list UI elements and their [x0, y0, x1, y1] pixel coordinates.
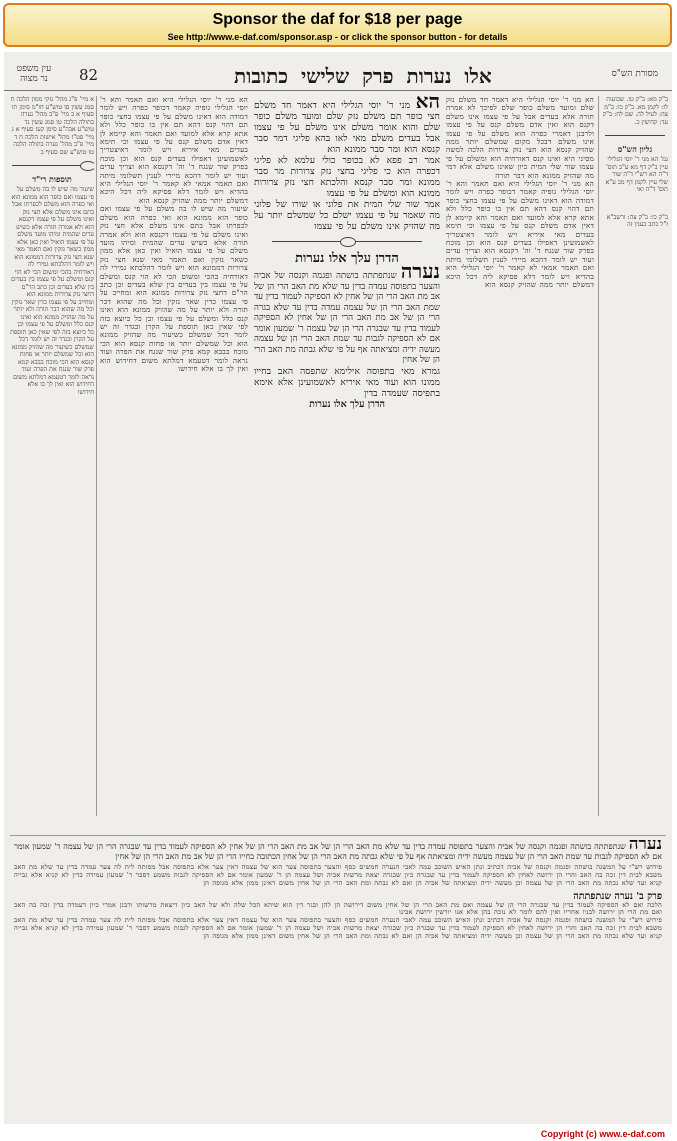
gemara-column: [254, 96, 440, 831]
ornament-divider: [272, 236, 422, 246]
gemara-opening-word: הא: [415, 96, 440, 113]
tosafot-text-cont: שיעור מה שיש לו בה משלם על פי עצמו ואם כופר הוא ממונא הוא ואי כפרה הוא משלם לכפרתו אבל בתם אינו משלם אלא חצי נזק ואינו משלם על פי עצמו דקנסא הוא ולא אמרה תורה אלא כשיש עדים שהמית ומיהו מועד משלם על פי עצמו הואיל ואין כאן אלא ממון כשאר נזקין ואם תאמר מאי שנא חצי נזק צרורות דממונא הוא ויש לומר דהלכתא גמירי לה דאורחיה בהכי ומשום הכי לא הוי קנס ומשלם על פי עצמו בין בעדים בין שלא בעדים וכן כתב הר"ם דחצי נזק צרורות ממונא הוא ומחייב על פי עצמו כדין שאר נזקין וכל מה שהוא דבר תורה ולא יותר על מה שהזיק ממונא הוא ואינו קנס כלל ומשלם על פי עצמו וכן כל כיוצא בזה לפי שאין כאן תוספת על הקרן ובגדר זה יש לומר דכל שמשלם כשיעור מה שהזיק ממונא הוא וכל שמשלם יותר או פחות קנסא הוא הכי מוכח בבבא קמא פרק שור שנגח את הפרה ועוד נראה לומר דטעמא דמלתא משום דחידוש הוא ואין לך בו אלא חידושו: [100, 204, 248, 373]
bottom-commentary: פירוש רש"י על המשנה בושתה ופגמה וקנסה של אביה דכתיב ונתן האיש השוכב עמה לאבי הנערה חמשים כסף והצער בתפוסה צער הוא של עצמה דאין צער אלא בתפוסה אבל מפותה לית לה צער עמדה בדין עד שלא מת האב משבא לבית דין זכה בה האב והרי הן ירושה לאחין לא הספיקה לעמוד בדין עד שבגרה כיון שבגרה יצאת מרשות אביה ושל עצמה הן ר' שמעון אומר אם לא הספיקה לגבות משמע דסבר ר' שמעון עמידה בדין לא קניא אלא גבייה קניא ועד שלא גבתה מת האב הרי הן של עצמה וכן מעשה ידיה ומציאתה של אביה הן ואם לא גבתה ומת האב הרי הן של אחין משום דאינן ממון אלא מגופה הן: [14, 863, 662, 887]
copyright-link[interactable]: Copyright (c) www.e-daf.com: [540, 1129, 665, 1139]
column-separator: [598, 96, 599, 816]
talmud-page: [4, 52, 672, 1124]
ornament-divider: [605, 130, 665, 140]
bottom-mishnah-text: שנתפתתה בושתה ופגמה וקנסה של אביה והצער בתפוסה עמדה בדין עד שלא מת האב הרי הן של אב מת האב הרי הן של אחין לא הספיקה לעמוד בדין עד שבגרה הרי הן של עצמה ר' שמעון אומר אם לא הספיקה לגבות עד שמת האב הרי הן של עצמה מעשה ידיה ומציאתה אף על פי שלא גבתה מת האב הרי הן של אחין הכתובה בחייו הרי הן של אב מת האב הרי הן של אחין: [14, 842, 662, 861]
gemara-paragraph: [254, 96, 440, 155]
ein-mishpat-text: א מיי' פ"ג מהל' נזקי ממון הלכה ח סמג עשין סו טוש"ע חו"מ סימן תו סעיף א ב מיי' פ"ב מהל' נערה בתולה הלכה טו סמג עשין נד טוש"ע אבה"ע סימן קעז סעיף א ג מיי' פט"ז מהל' אישות הלכה ח ד מיי' פ"ב מהל' נערה בתולה הלכה טז טוש"ע שם סעיף ב: [10, 96, 94, 156]
ornament-divider: [12, 160, 92, 170]
gemara-text-2: אמר רב פפא לא בכופר כולי עלמא לא פליגי דכפרה הוא כי פליגי בחצי נזק צרורות מר סבר ממונא ומר סבר קנסא והלכתא חצי נזק צרורות ממונא הוא ומשלם על פי עצמו: [254, 155, 440, 199]
gemara-text-1: מני ר' יוסי הגלילי היא דאמר חד משלם חצי כופר תם משלם נזק שלם ומועד משלם כופר שלם והוא אומר משלם אינו משלם על פי עצמו אבל בעדים משלם מאי לאו בהא פליגי דמר סבר קנסא הוא ומר סבר ממונא הוא: [254, 100, 440, 155]
tosafot-text: הא מני ר' יוסי הגלילי היא ואם תאמר והא ר' יוסי הגלילי גופיה קאמר דכופר כפרה ויש לומר דמודה הוא דאינו משלם על פי עצמו בחצי כופר תם דהוי קנס דהא תם אין בו כופר כלל ולא אתא קרא אלא למועד ואם תאמר והא קיימא לן דאין אדם משלם קנס על פי עצמו וכי תימא בעדים מאי איריא ויש לומר דאיצטריך לאשמועינן דאפילו בעדים קנס הוא וכן מוכח בפרק שור שנגח ד' וה' דקנסא הוא וצריך עדים ועוד יש לומר דהכא מיירי לענין תשלומי מיתה ואם תאמר אמאי לא קאמר ר' יוסי הגלילי היא בהדיא ויש לומר דלא פסיקא ליה דכל היכא דמשלם יותר ממה שהזיק קנסא הוא: [100, 96, 248, 205]
page-header: [4, 64, 672, 88]
bottom-commentary-2: הלכה ואם לא הספיקה לעמוד בדין עד שבגרה הרי הן של עצמה ואם מת האב הרי הן של אחין משום דירושה הן להן ובגר דין הוא שיהא הכל שלה ולא של האב כיון דיצאת מרשותו ורבנן אמרי כיון דעמדה בדין זכה בה האב ואם מת הרי הן ירושה לבניו אחריו ואין להם לומר לא נזכה בהן אלא אנו יורשין ירושת אבינו: [14, 900, 662, 917]
rashi-text: הא מני ר' יוסי הגלילי היא דאמר חד משלם נזק שלם ומועד משלם כופר שלם לפיכך לא אמרה תורה אלא בעדים אבל על פי עצמו אינו משלם דקנס הוא ואין אדם משלם קנס על פי עצמו ולרבנן דאמרי כפרה הוא משלם על פי עצמו אינו משלם דבכל מקום שמשלם יותר ממה שהזיק קנסא הוא חצי נזק צרורות הלכה למשה מסיני היא ואינו קנס דאורחיה הוא ומשלם על פי עצמו שור שלי המית כיון שאינו משלם אלא דמי מה שהזיק ממונא הוא דבר תורה: [446, 96, 594, 180]
tosafot-rid-heading: תוספות רי"ד: [32, 174, 72, 184]
page-title: אלו נערות פרק שלישי כתובות: [234, 64, 492, 88]
bottom-heading: פרק ב' נערה שנתפתתה: [573, 890, 662, 902]
page-number: 82: [79, 66, 99, 84]
right-margin-column: [602, 96, 668, 816]
bottom-opening-word: נערה: [628, 840, 662, 854]
bottom-commentary-3: פירוש רש"י על המשנה בושתה ופגמה וקנסה של אביה דכתיב ונתן האיש השוכב עמה לאבי הנערה חמשים כסף והצער בתפוסה צער הוא של עצמה דאין צער אלא בתפוסה אבל מפותה לית לה צער עמדה בדין עד שלא מת האב משבא לבית דין זכה בה האב והרי הן ירושה לאחין לא הספיקה לעמוד בדין עד שבגרה כיון שבגרה יצאת מרשות אביה ושל עצמה הן ר' שמעון אומר אם לא הספיקה לגבות משמע דסבר ר' שמעון עמידה בדין לא קניא אלא גבייה קניא ועד שלא גבתה מת האב הרי הן של עצמה וכן מעשה ידיה ומציאתה של אביה הן ואם לא גבתה ומת האב הרי הן של אחין משום דאינן ממון אלא מגופה הן: [14, 916, 662, 940]
gemara-text-4: גמרא מאי בתפוסה אילימא שתפסה האב בחייו ממונו הוא ועוד מאי איריא לאשמועינן אלא אימא בתפיסה שעמדה בדין: [254, 365, 440, 399]
hadran-heading: הדרן עלך אלו נערות: [295, 251, 399, 266]
mishnah-text: שנתפתתה בושתה ופגמה וקנסה של אביה והצער בתפוסה עמדה בדין עד שלא מת האב הרי הן של אב מת האב הרי הן של אחין לא הספיקה לעמוד בדין עד שמת האב הרי הן של עצמה עמדה בדין עד שלא בגרה הרי הן של אב מת האב הרי הן של אחין לא הספיקה לעמוד בדין עד שבגרה הרי הן של עצמה ר' שמעון אומר אם לא הספיקה לגבות עד שמת האב הרי הן של עצמה מעשה ידיה ומציאתה אף על פי שלא גבתה מת האב הרי הן של אחין: [254, 271, 440, 365]
margin-note: ב"ק כו: ב"ק צה: ורשב"א ז"ל כתב בענין זה: [606, 213, 668, 228]
bottom-mishnah: [14, 840, 662, 861]
bottom-section: [14, 840, 662, 1118]
tosafot-column: [100, 96, 248, 831]
gilyon-heading: גליון הש"ס: [617, 144, 653, 154]
sponsor-subtitle: See http://www.e-daf.com/sponsor.asp - or click the sponsor button - for details: [167, 32, 508, 42]
masoret-text: ב"ק מא: ב"ק טו. שבועות לז: לקמן מא. ב"ק כו: ב"מ צה: לעיל לה. שם לח: ב"ק עד: קדושין כ.: [602, 96, 668, 126]
gemara-text-3: אמר שור שלי המית את פלוני או שורו של פלוני מה שאמר על פי עצמו ישלם כל שמשלם יותר על מה שהזיק אינו משלם על פי עצמו: [254, 199, 440, 232]
sponsor-title[interactable]: Sponsor the daf for $18 per page: [212, 11, 463, 28]
masoret-label: מסורת הש"ס: [611, 69, 658, 79]
header-rule: [4, 90, 672, 91]
mishnah-paragraph: [254, 259, 440, 366]
mishnah-opening-word: נערה: [400, 259, 440, 283]
rashi-column: [446, 96, 594, 831]
gilyon-text: גמ' הא מני ר' יוסי הגלילי עיין ב"ק דף מא ע"ב תוס' ד"ה הא רש"י ד"ה שור שלי עיין לקמן דף מב ע"א תוס' ד"ה ואי: [605, 156, 668, 193]
rashi-text-cont: הא מני ר' יוסי הגלילי היא ואם תאמר והא ר' יוסי הגלילי גופיה קאמר דכופר כפרה ויש לומר דמודה הוא דאינו משלם על פי עצמו בחצי כופר תם דהוי קנס דהא תם אין בו כופר כלל ולא אתא קרא אלא למועד ואם תאמר והא קיימא לן דאין אדם משלם קנס על פי עצמו וכי תימא בעדים מאי איריא ויש לומר דאיצטריך לאשמועינן דאפילו בעדים קנס הוא וכן מוכח בפרק שור שנגח ד' וה' דקנסא הוא וצריך עדים ועוד יש לומר דהכא מיירי לענין תשלומי מיתה ואם תאמר אמאי לא קאמר ר' יוסי הגלילי היא בהדיא ויש לומר דלא פסיקא ליה דכל היכא דמשלם יותר ממה שהזיק קנסא הוא: [446, 179, 594, 289]
tosafot-rid-text: שיעור מה שיש לו בה משלם על פי עצמו ואם כופר הוא ממונא הוא ואי כפרה הוא משלם לכפרתו אבל בתם אינו משלם אלא חצי נזק ואינו משלם על פי עצמו דקנסא הוא ולא אמרה תורה אלא כשיש עדים שהמית ומיהו מועד משלם על פי עצמו הואיל ואין כאן אלא ממון כשאר נזקין ואם תאמר מאי שנא חצי נזק צרורות דממונא הוא ויש לומר דהלכתא גמירי לה דאורחיה בהכי ומשום הכי לא הוי קנס ומשלם על פי עצמו בין בעדים בין שלא בעדים וכן כתב הר"ם דחצי נזק צרורות ממונא הוא ומחייב על פי עצמו כדין שאר נזקין וכל מה שהוא דבר תורה ולא יותר על מה שהזיק ממונא הוא ואינו קנס כלל ומשלם על פי עצמו וכן כל כיוצא בזה לפי שאין כאן תוספת על הקרן ובגדר זה יש לומר דכל שמשלם כשיעור מה שהזיק ממונא הוא וכל שמשלם יותר או פחות קנסא הוא הכי מוכח בבבא קמא פרק שור שנגח את הפרה ועוד נראה לומר דטעמא דמלתא משום דחידוש הוא ואין לך בו אלא חידושו: [10, 186, 94, 396]
ein-mishpat-label: עין משפט נר מצוה: [16, 64, 52, 84]
bottom-rule: [10, 835, 666, 836]
column-separator: [96, 96, 97, 816]
hadran-heading-small: הדרן עלך אלו נערות: [309, 398, 385, 410]
left-margin-column: [10, 96, 94, 816]
sponsor-banner[interactable]: [3, 3, 672, 47]
